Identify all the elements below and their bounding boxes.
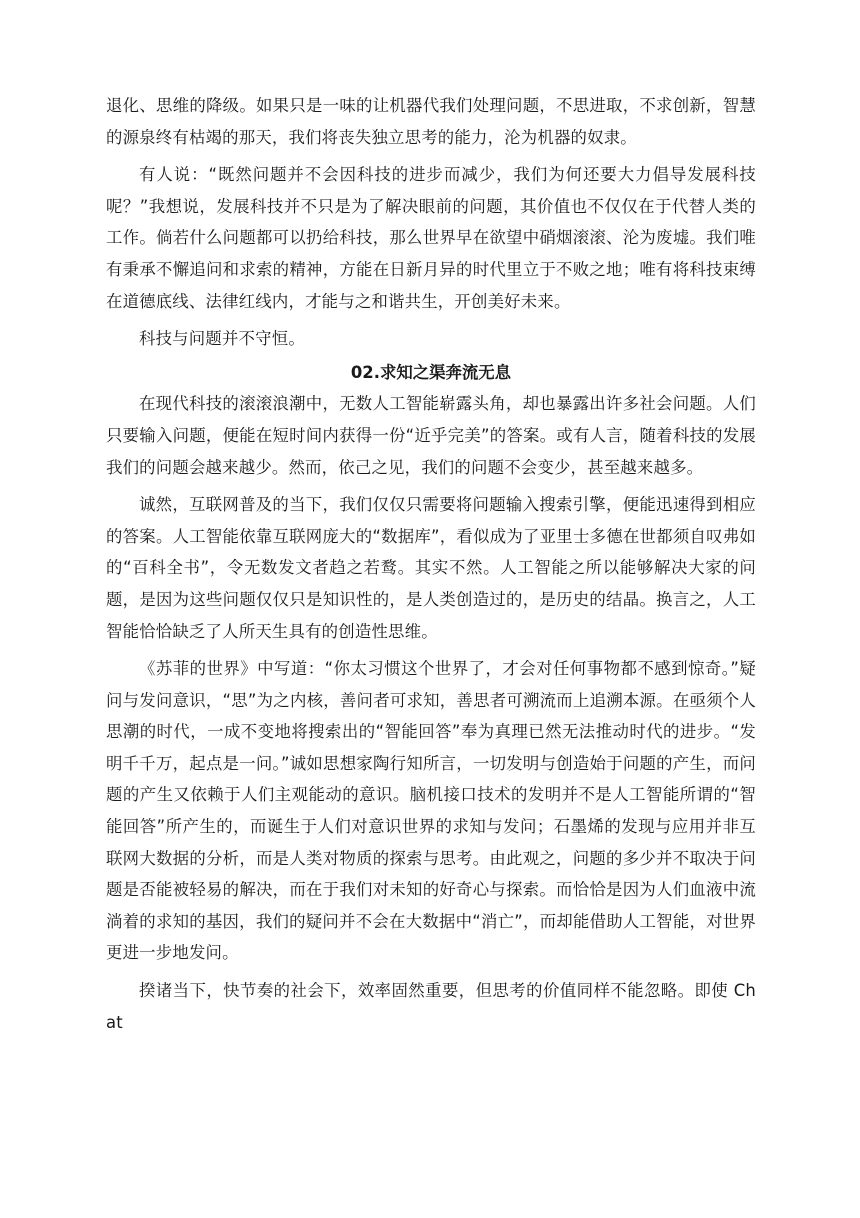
paragraph: 有人说：“既然问题并不会因科技的进步而减少，我们为何还要大力倡导发展科技呢？”我想说，发展科技并不只是为了解决眼前的问题，其价值也不仅仅在于代替人类的工作。倘若什么问题都可以扔给科技，那么世界早在欲望中硝烟滚滚、沦为废墟。我们唯有秉承不懈追问和求索的精神，方能在日新月异的时代里立于不败之地；唯有将科技束缚在道德底线、法律红线内，才能与之和谐共生，开创美好未来。 (106, 165, 756, 311)
paragraph: 诚然，互联网普及的当下，我们仅仅只需要将问题输入搜索引擎，便能迅速得到相应的答案。人工智能依靠互联网庞大的“数据库”，看似成为了亚里士多德在世都须自叹弗如的“百科全书”，令无数发文者趋之若鹜。其实不然。人工智能之所以能够解决大家的问题，是因为这些问题仅仅只是知识性的，是人类创造过的，是历史的结晶。换言之，人工智能恰恰缺乏了人所天生具有的创造性思维。 (106, 495, 756, 641)
paragraph: 在现代科技的滚滚浪潮中，无数人工智能崭露头角，却也暴露出许多社会问题。人们只要输入问题，便能在短时间内获得一份“近乎完美”的答案。或有人言，随着科技的发展我们的问题会越来越少。然而，依己之见，我们的问题不会变少，甚至越来越多。 (106, 394, 756, 477)
section-heading: 02.求知之渠奔流无息 (350, 362, 512, 382)
paragraph: 《苏菲的世界》中写道：“你太习惯这个世界了，才会对任何事物都不感到惊奇。”疑问与发问意识，“思”为之内核，善问者可求知，善思者可溯流而上追溯本源。在亟须个人思潮的时代，一成不变地将搜索出的“智能回答”奉为真理已然无法推动时代的进步。“发明千千万，起点是一问。”诚如思想家陶行知所言，一切发明与创造始于问题的产生，而问题的产生又依赖于人们主观能动的意识。脑机接口技术的发明并不是人工智能所谓的“智能回答”所产生的，而诞生于人们对意识世界的求知与发问；石墨烯的发现与应用并非互联网大数据的分析，而是人类对物质的探索与思考。由此观之，问题的多少并不取决于问题是否能被轻易的解决，而在于我们对未知的好奇心与探索。而恰恰是因为人们血液中流淌着的求知的基因，我们的疑问并不会在大数据中“消亡”，而却能借助人工智能，对世界更进一步地发问。 (106, 659, 756, 963)
paragraph-continued: 退化、思维的降级。如果只是一味的让机器代我们处理问题，不思进取，不求创新，智慧的源泉终有枯竭的那天，我们将丧失独立思考的能力，沦为机器的奴隶。 (106, 96, 756, 147)
document-page (106, 90, 756, 1038)
paragraph-truncated: 揆诸当下，快节奏的社会下，效率固然重要，但思考的价值同样不能忽略。即使 Chat (106, 981, 756, 1032)
paragraph-conclusion: 科技与问题并不守恒。 (139, 329, 305, 349)
